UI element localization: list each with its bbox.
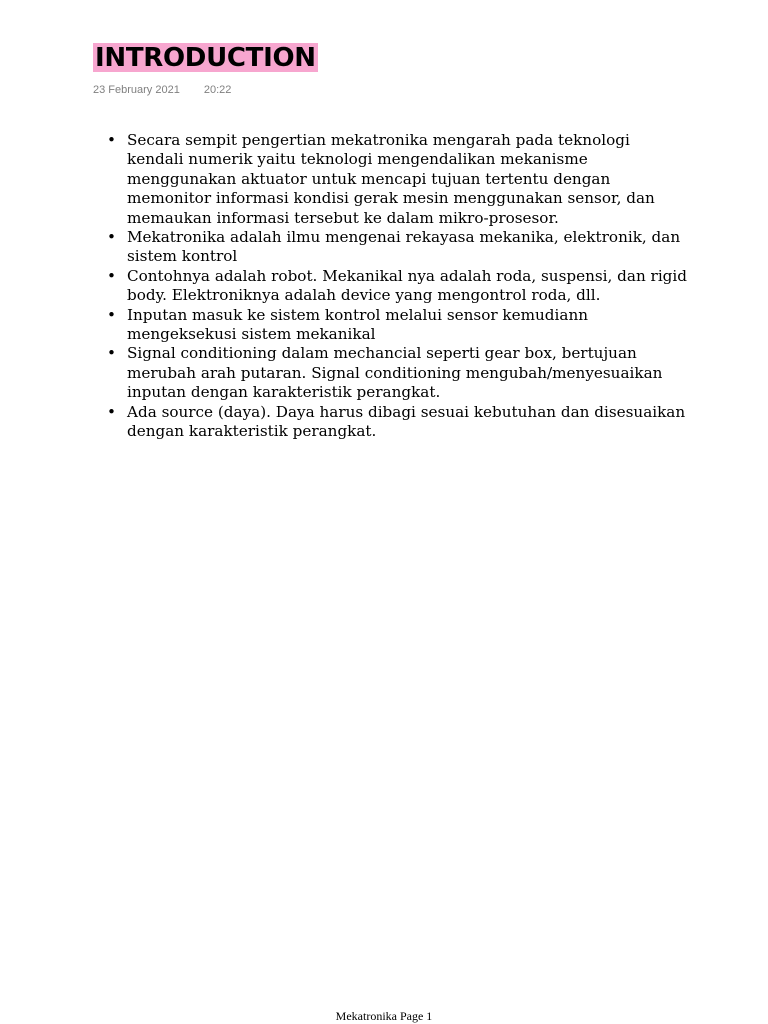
list-item: [107, 344, 687, 402]
list-item: [107, 403, 687, 442]
list-item-text: Mekatronika adalah ilmu mengenai rekayasa mekanika, elektronik, dan sistem kontrol: [127, 228, 681, 266]
bullet-icon: •: [107, 305, 116, 324]
list-item: [107, 267, 687, 306]
bullet-icon: •: [107, 344, 116, 363]
note-date: 23 February 2021: [93, 84, 180, 96]
list-item-text: Ada source (daya). Daya harus dibagi sesuai kebutuhan dan disesuaikan dengan karakteristik perangkat.: [127, 402, 686, 441]
page-title: INTRODUCTION: [95, 43, 316, 73]
bullet-icon: •: [107, 266, 116, 285]
bullet-icon: •: [107, 402, 116, 421]
note-time: 20:22: [203, 84, 232, 96]
list-item-text: Contohnya adalah robot. Mekanikal nya adalah roda, suspensi, dan rigid body. Elektroniknya adalah device yang mengontrol roda, dll.: [127, 266, 687, 305]
note-meta: [93, 84, 231, 96]
list-item-text: Signal conditioning dalam mechancial seperti gear box, bertujuan merubah arah putaran. Signal conditioning mengubah/menyesuaikan inputan dengan karakteristik perangkat.: [127, 344, 663, 402]
list-item: [107, 131, 687, 228]
page-footer: Mekatronika Page 1: [335, 1009, 433, 1023]
list-item-text: Secara sempit pengertian mekatronika mengarah pada teknologi kendali numerik yaitu teknologi mengendalikan mekanisme menggunakan aktuator untuk mencapi tujuan tertentu dengan memonitor informasi kondisi gerak mesin menggunakan sensor, dan memaukan informasi tersebut ke dalam mikro-prosesor.: [127, 131, 655, 227]
title-highlight: [93, 43, 318, 72]
bullet-icon: •: [107, 228, 116, 247]
list-item-text: Inputan masuk ke sistem kontrol melalui sensor kemudiann mengeksekusi sistem mekanikal: [127, 305, 589, 344]
bullet-icon: •: [107, 131, 116, 149]
list-item: [107, 228, 687, 267]
bullet-list: [107, 131, 687, 442]
list-item: [107, 306, 687, 345]
